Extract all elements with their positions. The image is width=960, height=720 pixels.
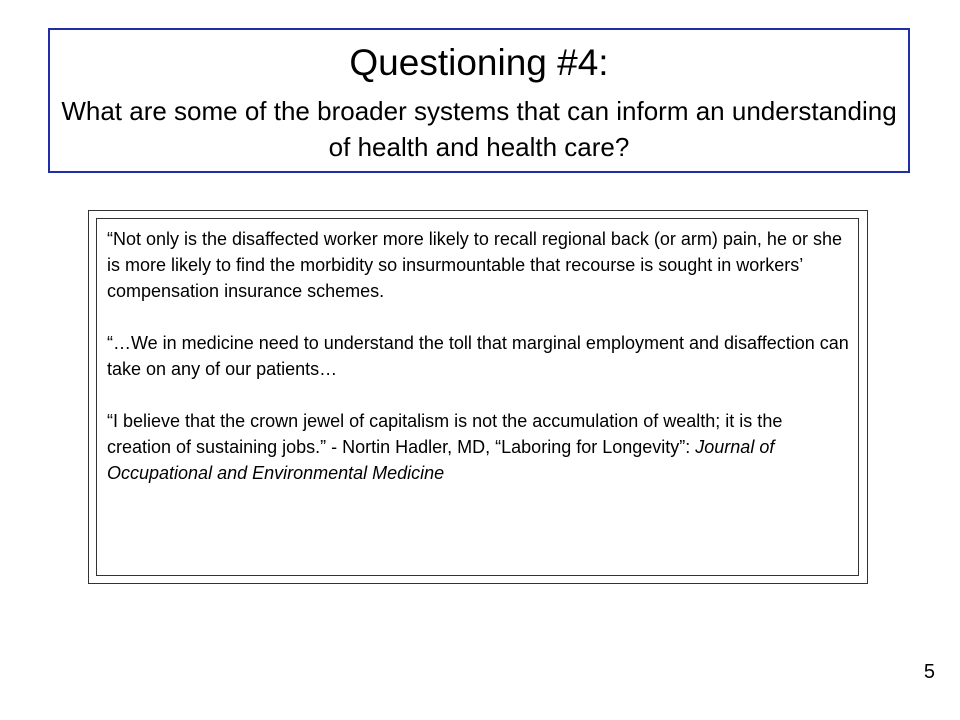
quote-frame-inner [96, 218, 859, 576]
quote-paragraph-1: “Not only is the disaffected worker more likely to recall regional back (or arm) pain, he or she is more likely to find the morbidity so insurmountable that recourse is sought in workers’ compensation insurance schemes. [107, 229, 842, 301]
page-number: 5 [923, 661, 935, 683]
quote-source-journal: Journal of Occupational and Environmental Medicine [107, 437, 775, 483]
quote-paragraph-3-text: “I believe that the crown jewel of capitalism is not the accumulation of wealth; it is the creation of sustaining jobs.” - Nortin Hadler, MD, “Laboring for Longevity”: [107, 411, 783, 457]
quote-paragraph-3 [107, 408, 850, 486]
title-box [48, 28, 910, 173]
quote-paragraph-2: “…We in medicine need to understand the toll that marginal employment and disaffection can take on any of our patients… [107, 333, 849, 379]
slide-title: Questioning #4: [349, 42, 609, 83]
slide-subtitle: What are some of the broader systems that can inform an understanding of health and health care? [61, 96, 897, 162]
